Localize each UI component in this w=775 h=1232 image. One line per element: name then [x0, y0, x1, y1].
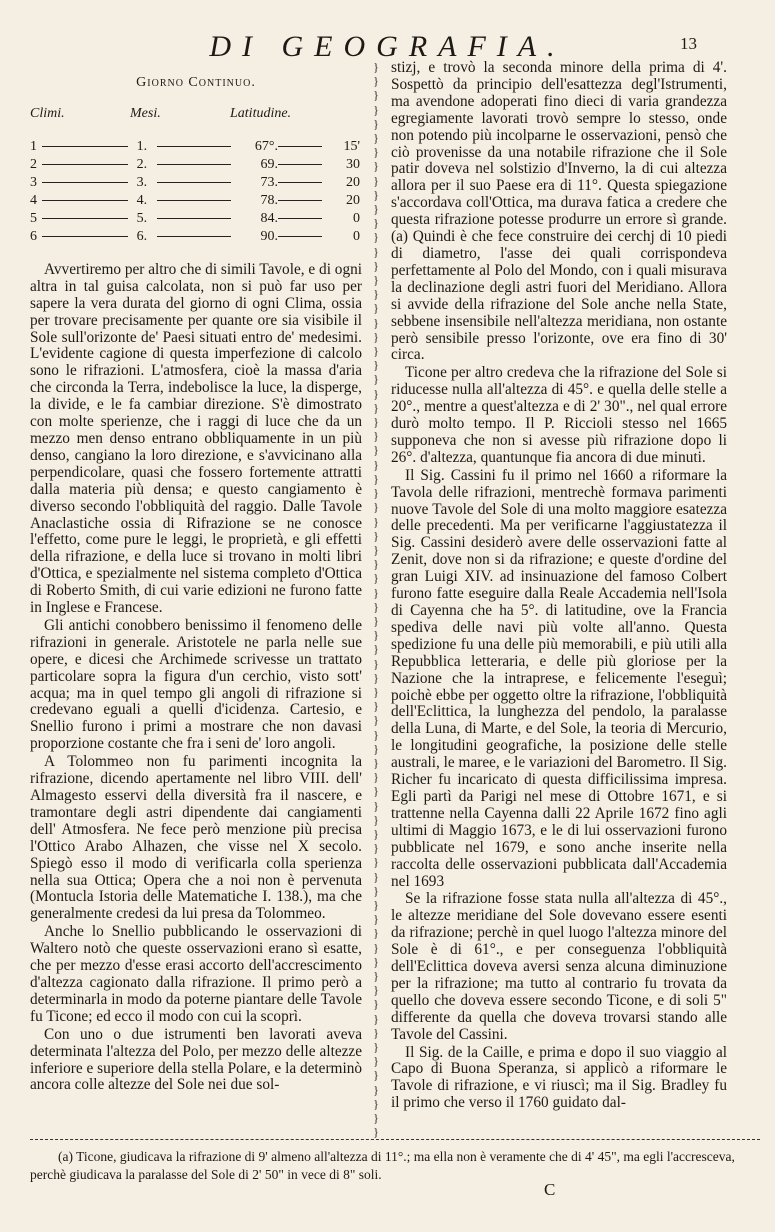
- table-cell: 0: [353, 229, 360, 244]
- leader-line: [157, 146, 231, 147]
- header-latitudine: Latitudine.: [230, 105, 292, 121]
- table-cell: 3.: [136, 175, 148, 190]
- table-cell: 3: [30, 175, 37, 190]
- table-row: [30, 228, 360, 246]
- table-cell: 5: [30, 211, 37, 226]
- table-cell: 69.: [260, 157, 278, 172]
- table-cell: 20: [346, 193, 360, 208]
- paragraph: Ticone per altro credeva che la rifrazione del Sole si riducesse nulla all'altezza di 45°. e quella delle stelle a 20°., mentre a quest'altezza e di 2' 30"., nel qual errore durò molto tempo. Il P. Riccioli stesso nel 1665 supponeva che non si avesse più rifrazione dopo li 26°. d'altezza, quantunque fia ancora di due minuti.: [391, 364, 727, 466]
- header-climi: Climi.: [30, 105, 65, 121]
- paragraph: Con uno o due istrumenti ben lavorati aveva determinata l'altezza del Polo, per mezzo delle altezze inferiore e superiore della stella Polare, e la determinò ancora colle altezze del Sole nei due sol-: [30, 1025, 362, 1094]
- leader-line: [278, 200, 322, 201]
- table-cell: 4.: [136, 193, 148, 208]
- leader-line: [42, 182, 128, 183]
- leader-line: [157, 164, 231, 165]
- paragraph: Avvertiremo per altro che di simili Tavole, e di ogni altra in tal guisa calcolata, non si può far uso per sapere la vera durata del giorno di ogni Clima, ossia per trovare precisamente per quante ore sia visibile il Sole sull'orizonte de' Paesi situati entro de' medesimi. L'evidente cagione di questa imperfezione di calcolo sono le rifrazioni. L'atmosfera, cioè la massa d'aria che circonda la Terra, indebolisce la luce, la disperge, la divide, e le fa cambiar direzione. S'è dimostrato con molte sperienze, che i raggi di luce che da un mezzo men denso entrano obbliquamente in un più denso, cangiano la loro direzione, e s'avvicinano alla perpendicolare, quasi che fossero fortemente attratti dalla materia più densa; e questo cangiamento è diverso secondo l'obbliquità del raggio. Dalle Tavole Anaclastiche ossia di Rifrazione se ne conosce l'effetto, come pure le leggi, le proprietà, e gli effetti della rifrazione, e della luce si trovano in molti libri d'Ottica, e spezialmente nel sistema completo d'Ottica di Roberto Smith, di cui varie edizioni ne furono fatte in Inglese e Francese.: [30, 260, 362, 617]
- signature-mark: C: [544, 1180, 556, 1199]
- table-cell: 6.: [136, 229, 148, 244]
- footnote-separator: [30, 1139, 760, 1140]
- leader-line: [278, 182, 322, 183]
- table-row: [30, 156, 360, 174]
- table-cell: 84.: [260, 211, 278, 226]
- paragraph: Gli antichi conobbero benissimo il fenomeno delle rifrazioni in generale. Aristotele ne parla nelle sue opere, e dicesi che Archimede scrivesse un trattato particolare sopra la figura d'un cerchio, visto sott' acqua; ma in quel tempo gli angoli di rifrazione si credevano eguali a quelli d'icidenza. Cartesio, e Snellio furono i primi a mostrare che non davasi proporzione costante che fra i seni de' loro angoli.: [30, 616, 362, 753]
- footnote: (a) Ticone, giudicava la rifrazione di 9' almeno all'altezza di 11°.; ma ella non è veramente che di 4' 45", ma egli l'accresceva, perchè giudicava la paralasse del Sole di 2' 50" in vece di 8" soli.: [30, 1149, 735, 1182]
- leader-line: [42, 218, 128, 219]
- leader-line: [157, 200, 231, 201]
- header-mesi: Mesi.: [130, 105, 161, 121]
- table-row: [30, 210, 360, 228]
- table-cell: 78.: [260, 193, 278, 208]
- table-cell: 67°.: [254, 139, 278, 154]
- leader-line: [278, 164, 322, 165]
- table-cell: 30: [346, 157, 360, 172]
- table-row: [30, 192, 360, 210]
- table-cell: 1: [30, 139, 37, 154]
- table-cell: 73.: [260, 175, 278, 190]
- left-column: [30, 60, 362, 1094]
- table-cell: 15': [343, 139, 360, 154]
- table-title: Giorno Continuo.: [136, 75, 256, 90]
- table-cell: 2.: [136, 157, 148, 172]
- right-column: [391, 60, 727, 1112]
- table-cell: 5.: [136, 211, 148, 226]
- table-cell: 0: [353, 211, 360, 226]
- page-number: 13: [680, 34, 697, 53]
- paragraph: Anche lo Snellio pubblicando le osservazioni di Waltero notò che queste osservazioni erano sì esatte, che per mezzo d'esse erasi accorto dell'accrescimento d'altezza cagionato dalla rifrazione. Il primo però a determinarla in modo da poterne piantare delle Tavole fu Ticone; ed ecco il modo con cui la scoprì.: [30, 923, 362, 1025]
- table-row: [30, 174, 360, 192]
- table-header: [30, 106, 362, 138]
- climate-table: [30, 138, 360, 246]
- leader-line: [278, 236, 322, 237]
- paragraph: A Tolommeo non fu parimenti incognita la rifrazione, dicendo apertamente nel libro VIII. dell' Almagesto esservi della diversità fra il nascere, e tramontare degli astri dipendente dai cangiamenti dell' Atmosfera. Ne fece però menzione più precisa l'Ottico Arabo Alhazen, che visse nel X secolo. Spiegò esso il modo di verificarla colla sperienza nella sua Ottica; Opera che a noi non è pervenuta (Montucla Istoria delle Matematiche I. 138.), ma che generalmente credesi da lui presa da Tolommeo.: [30, 753, 362, 923]
- table-row: [30, 138, 360, 156]
- table-cell: 1.: [136, 139, 148, 154]
- column-divider-ornament: } } } } } } } } } } } } } } } } } } } } } } } } } } } } } } } } } } } } } } } } } } } } } } } } } } } } } } } } } } } } } } } } } } } } } } } } } } } }: [373, 60, 379, 1140]
- leader-line: [157, 218, 231, 219]
- paragraph: Il Sig. de la Caille, e prima e dopo il suo viaggio al Capo di Buona Speranza, si applicò a riformare le Tavole di rifrazione, e vi riuscì; ma il Sig. Bradley fu il primo che verso il 1760 guidato dal-: [391, 1043, 727, 1112]
- paragraph: Se la rifrazione fosse stata nulla all'altezza di 45°., le altezze meridiane del Sole dovevano essere esenti da rifrazione; perchè in quel luogo l'altezza minore del Sole è di 61°., e per conseguenza l'obbliquità dell'Eclittica doveva aversi senza alcuna diminuzione per la rifrazione; ma tutto al contrario fu trovata da quello che doveva essere secondo Ticone, e di soli 5" differente da quella che doveva trovarsi stando alle Tavole del Cassini.: [391, 890, 727, 1043]
- leader-line: [42, 236, 128, 237]
- table-cell: 4: [30, 193, 37, 208]
- paragraph: stizj, e trovò la seconda minore della prima di 4'. Sospettò da principio dell'esattezza degl'Istrumenti, ma avendone adoperati fino dieci di varia grandezza egregiamente lavorati trovò sempre lo stesso, onde non potendo più incolparne le osservazioni, pensò che ciò provenisse da una notabile rifrazione che il Sole patir doveva nel solstizio d'Inverno, la di cui altezza allora per il suo Paese era di 11°. Questa spiegazione s'accordava coll'Ottica, ma durava fatica a credere che questa rifrazione potesse produrre un errore sì grande. (a) Quindi è che fece construire dei cerchj di 10 piedi di diametro, l'asse dei quali corrispondeva perfettamente al Polo del Mondo, con i quali misurava la declinazione degli astri fuori del Meridiano. Allora si avvide della rifrazione del Sole anche nella State, sebbene insensibile nell'altezza meridiana, non ostante però sensibile presso l'orizonte, ove era fino di 30' circa.: [391, 59, 727, 364]
- running-title: DI GEOGRAFIA.: [209, 30, 566, 63]
- leader-line: [42, 146, 128, 147]
- leader-line: [278, 146, 322, 147]
- table-cell: 90.: [260, 229, 278, 244]
- table-cell: 20: [346, 175, 360, 190]
- leader-line: [157, 182, 231, 183]
- leader-line: [42, 200, 128, 201]
- table-cell: 6: [30, 229, 37, 244]
- leader-line: [278, 218, 322, 219]
- leader-line: [42, 164, 128, 165]
- paragraph: Il Sig. Cassini fu il primo nel 1660 a riformare la Tavola delle rifrazioni, mentrechè formava parimenti nuove Tavole del Sole di una molto maggiore esatezza delle precedenti. Ma per verificarne l'aggiustatezza il Sig. Cassini desiderò avere delle osservazioni fatte al Zenit, dove non si da rifrazione; e queste d'ordine del gran Luigi XIV. ad insinuazione del famoso Colbert furono fatte eseguire dalla Reale Accademia nell'Isola di Cayenna che ha 5°. di latitudine, ove la Francia spediva delle navi più volte all'anno. Questa spedizione fu una delle più memorabili, e più utili alla Repubblica letteraria, e delle più gloriose per la Nazione che la intraprese, e felicemente l'eseguì; poichè ebbe per oggetto oltre la rifrazione, l'obbliquità dell'Eclittica, la lunghezza del pendolo, la paralasse della Luna, di Marte, e del Sole, la teoria di Mercurio, le longitudini geografiche, la posizione delle stelle australi, le maree, e le variazioni del Barometro. Il Sig. Richer fu incaricato di questa difficilissima impresa. Egli partì da Parigi nel mese di Ottobre 1671, e si trattenne nella Cayenna dalli 22 Aprile 1672 fino agli ultimi di Maggio 1673, e le di lui osservazioni furono pubblicate nel 1679, e sono anche inserite nella raccolta delle osservazioni pubblicata dall'Accademia nel 1693: [391, 466, 727, 890]
- leader-line: [157, 236, 231, 237]
- table-cell: 2: [30, 157, 37, 172]
